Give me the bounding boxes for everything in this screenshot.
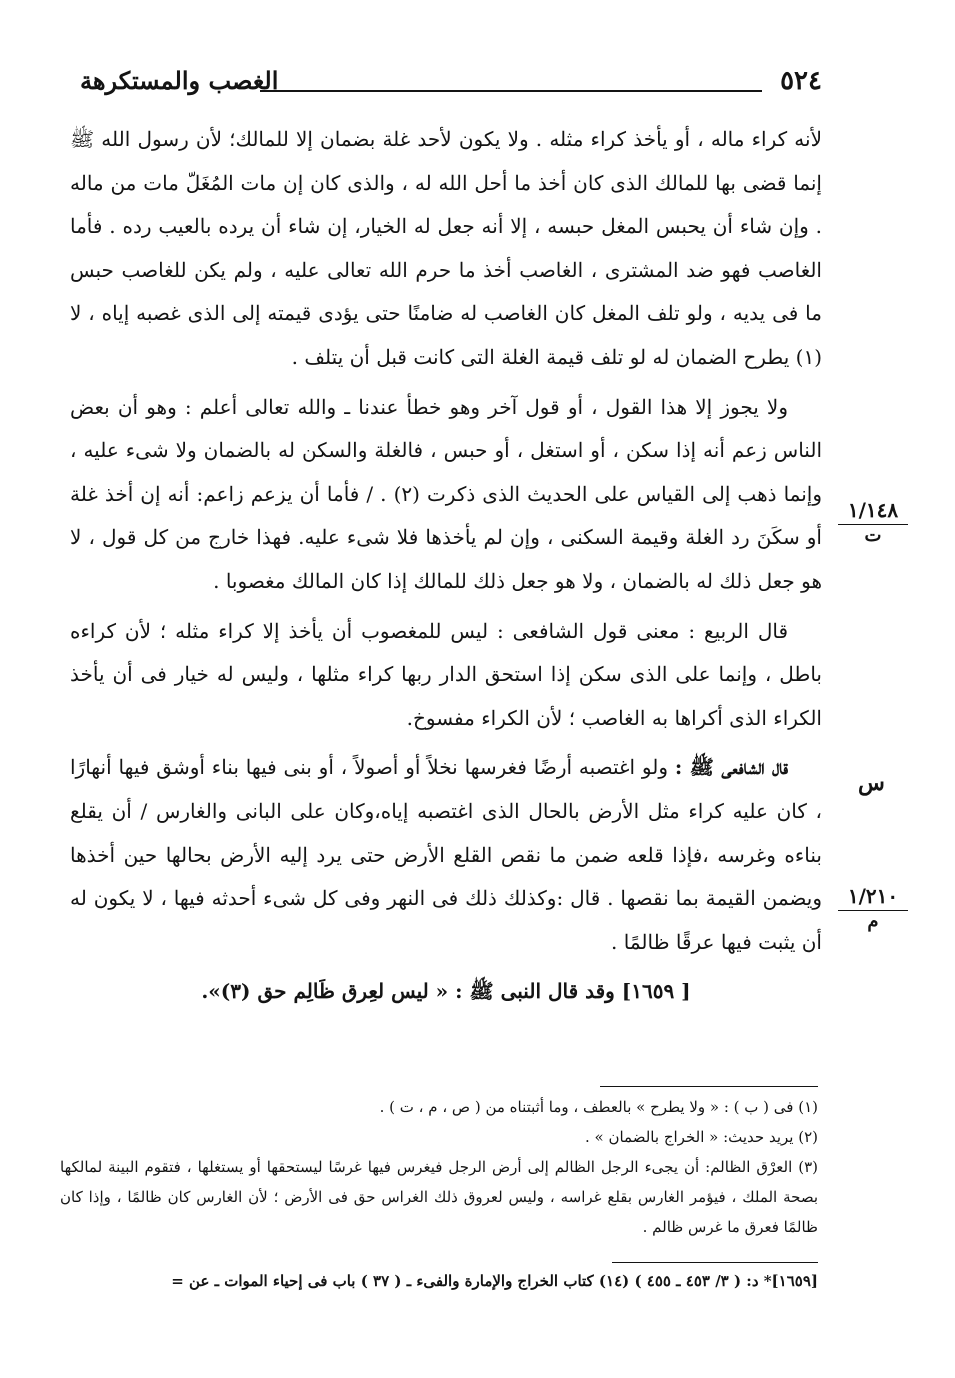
reference-separator — [612, 1262, 818, 1263]
footnote-separator — [600, 1086, 818, 1087]
margin-reference-volume-page: ١/١٤٨ — [838, 498, 908, 525]
margin-reference — [838, 498, 908, 546]
hadith-reference: [١٦٥٩]* د: ( ٣/ ٤٥٣ ـ ٤٥٥ ) (١٤) كتاب الخراج والإمارة والفىء ـ ( ٣٧ ) باب فى إحياء الموات ـ عن = — [171, 1272, 818, 1290]
main-text — [70, 118, 822, 1014]
margin-reference-manuscript: ت — [864, 525, 882, 546]
paragraph: ولا يجوز إلا هذا القول ، أو قول آخر وهو خطأ عندنا ـ والله تعالى أعلم : وهو أن بعض الناس زعم أنه إذا سكن ، أو استغل ، أو حبس ، فالغلة والسكن له بالضمان ولا شىء عليه ، وإنما ذهب إلى القياس على الحديث الذى ذكرت (٢) . / فأما أن يزعم زاعم: أنه إن أخذ غلة أو سكَنَ رد الغلة وقيمة السكنى ، وإن لم يأخذها فلا شىء عليه. فهذا خارج من كل قول ، لا هو جعل ذلك له بالضمان ، ولا هو جعل ذلك للمالك إذا كان المالك مغصوبا . — [70, 394, 823, 593]
running-header — [70, 64, 830, 104]
footnote: (٢) يريد حديث: « الخراج بالضمان » . — [584, 1128, 818, 1146]
margin-reference-volume-page: ١/٢١٠ — [838, 884, 908, 911]
margin-reference-manuscript: م — [867, 911, 879, 932]
paragraph: لأنه كراء ماله ، أو يأخذ كراء مثله . ولا يكون لأحد غلة بضمان إلا للمالك؛ لأن رسول الله ﷺ إنما قضى بها للمالك الذى كان أخذ ما أحل الله له ، والذى كان إن مات المُغَلّ مات من ماله . وإن شاء أن يحبس المغل حبسه ، إلا أنه جعل له الخيار، إن شاء أن يرده بالعيب رده . فأما الغاصب فهو ضد المشترى ، الغاصب أخذ ما حرم الله تعالى عليه ، ولم يكن للغاصب حبس ما فى يديه ، ولو تلف المغل كان الغاصب له ضامنًا حتى يؤدى قيمته إلى الذى غصبه إياه ، لا (١) يطرح الضمان له لو تلف قيمة الغلة التى كانت قبل أن يتلف . — [70, 127, 822, 369]
paragraph — [70, 746, 822, 964]
paragraph: قال الربيع : معنى قول الشافعى : ليس للمغصوب أن يأخذ إلا كراء مثله ؛ لأن كراءه باطل ، وإنما على الذى سكن إذا استحق الدار ربها كراء مثلها ، وليس له خيار فى أن يأخذ الكراء الذى أكراها به الغاصب ؛ لأن الكراء مفسوخ. — [70, 618, 822, 730]
page-number: ٥٢٤ — [780, 66, 822, 96]
footnotes — [60, 1092, 818, 1242]
paragraph-lead: قال الشافعى ﷺ : — [674, 755, 788, 780]
margin-reference — [838, 884, 908, 932]
footnote: (٣) العرْق الظالم: أن يجىء الرجل الظالم إلى أرض الرجل فيغرس فيها غرسًا ليستحقها أو يستغلها ، فتقوم البينة لمالكها بصحة الملك ، فيؤمر الغارس بقلع غراسه ، وليس لعروق ذلك الغراس حق فى الأرض ؛ لأن الغارس كان ظالمًا ، وإذا كان ظالمًا فعرق ما غرس ظالم . — [60, 1158, 818, 1236]
footnote: (١) فى ( ب ) : « ولا يطرح » بالعطف ، وما أثبتناه من ( ص ، م ، ت ) . — [379, 1098, 818, 1116]
chapter-title: الغصب والمستكرهة — [80, 66, 279, 95]
margin-mark: س — [858, 770, 885, 796]
header-rule — [260, 90, 762, 92]
hadith-line: [ ١٦٥٩] وقد قال النبى ﷺ : « ليس لعِرق ظَالِم حق (٣)». — [201, 979, 691, 1004]
paragraph-body: ولو اغتصبه أرضًا فغرسها نخلاً أو أصولاً ، أو بنى فيها بناء أوشق فيها أنهارًا ، كان عليه كراء مثل الأرض بالحال الذى اغتصبه إياه،وكان على البانى والغارس / أن يقلع بناءه وغرسه ،فإذا قلعه ضمن ما نقص القلع الأرض حتى يرد إليه الأرض بحالها حين أخذها ويضمن القيمة بما نقصها . قال :وكذلك ذلك فى النهر وفى كل شىء أحدثه فيها ، لا يكون له أن يثبت فيها عرقًا ظالمًا . — [70, 755, 822, 954]
